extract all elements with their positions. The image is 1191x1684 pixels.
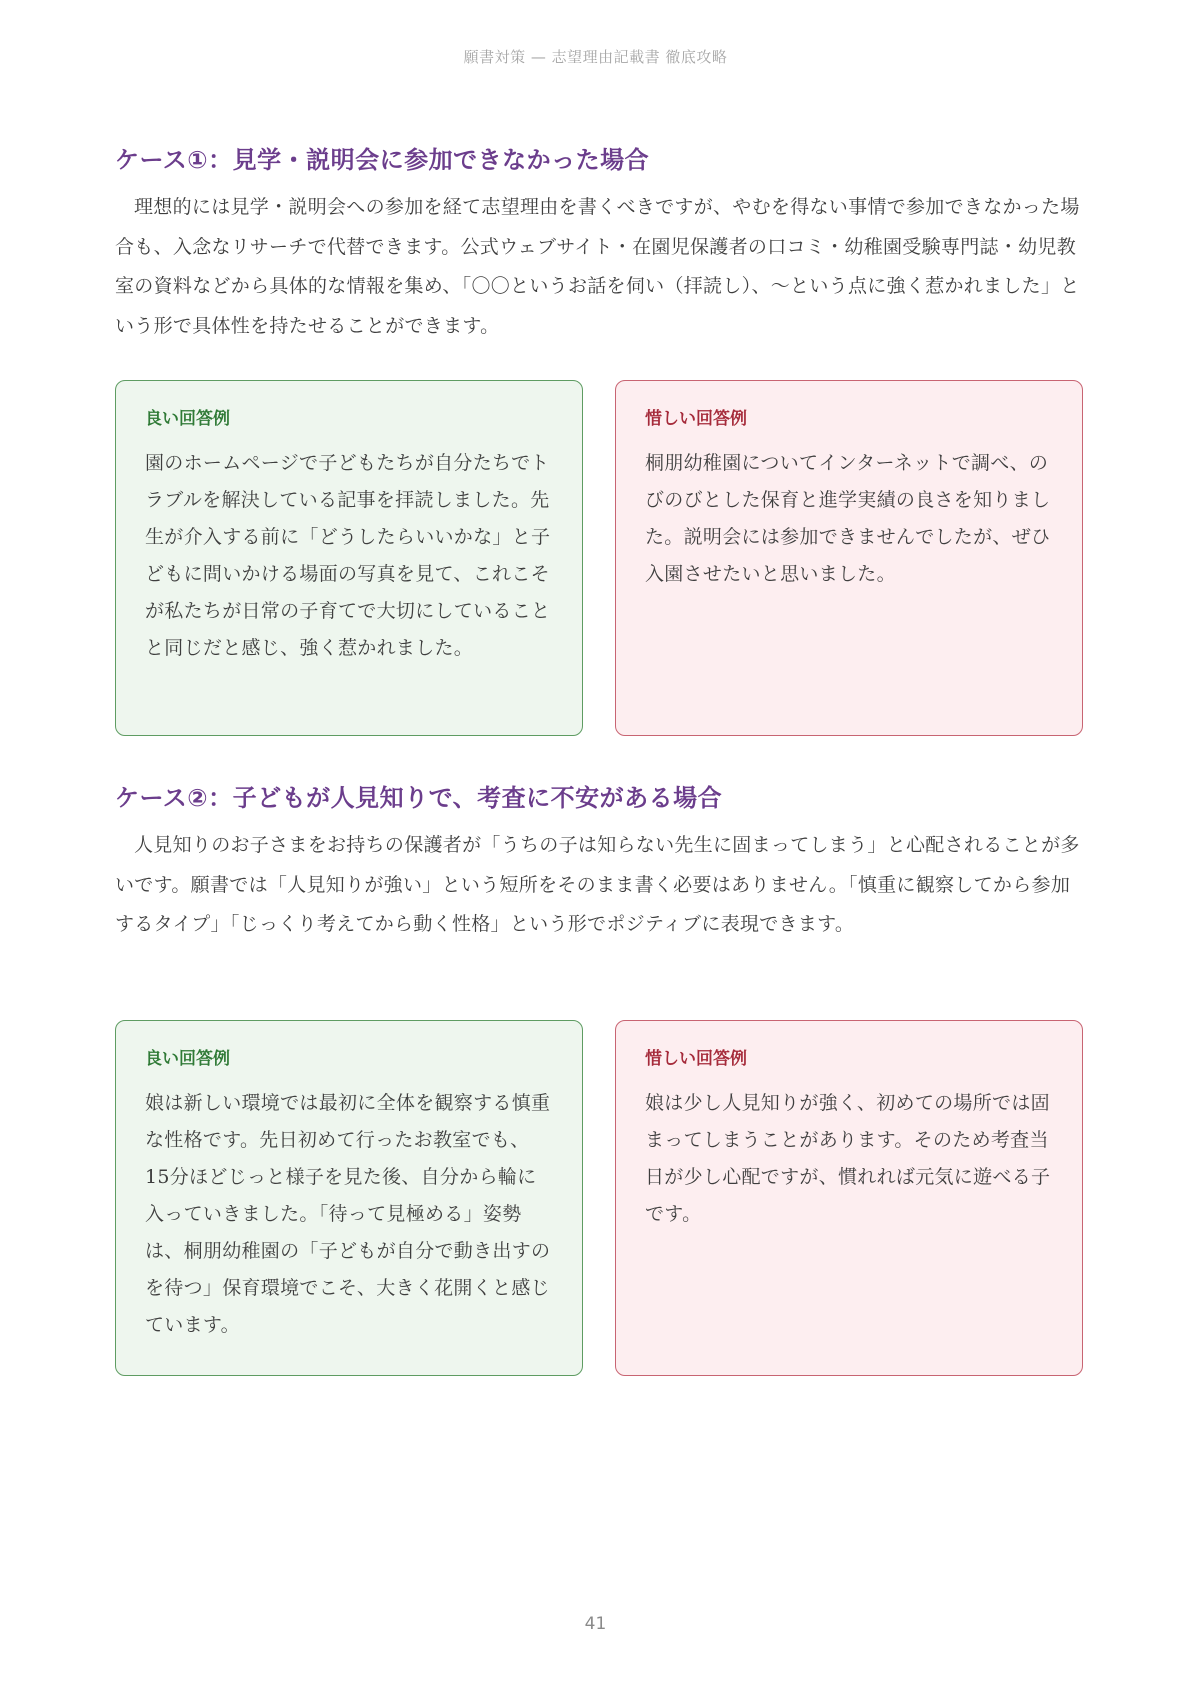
bad-example-text: 娘は少し人見知りが強く、初めての場所では固まってしまうことがあります。そのため考査当日が少し心配ですが、慣れれば元気に遊べる子です。 — [645, 1092, 1051, 1225]
case-title: ケース①：見学・説明会に参加できなかった場合 — [115, 146, 650, 174]
case-title: ケース②：子どもが人見知りで、考査に不安がある場合 — [115, 784, 723, 812]
case-section-2 — [115, 780, 1083, 1336]
good-example-text: 園のホームページで子どもたちが自分たちでトラブルを解決している記事を拝読しました。先生が介入する前に「どうしたらいいかな」と子どもに問いかける場面の写真を見て、これこそが私たちが日常の子育てで大切にしていることと同じだと感じ、強く惹かれました。 — [145, 452, 551, 659]
good-example-box — [115, 1020, 583, 1376]
bad-example-label: 惜しい回答例 — [645, 409, 747, 429]
good-example-label: 良い回答例 — [145, 1049, 230, 1069]
good-example-text: 娘は新しい環境では最初に全体を観察する慎重な性格です。先日初めて行ったお教室でも、15分ほどじっと様子を見た後、自分から輪に入っていきました。「待って見極める」姿勢は、桐朋幼稚園の「子どもが自分で動き出すのを待つ」保育環境でこそ、大きく花開くと感じています。 — [145, 1092, 551, 1336]
page-number: 41 — [584, 1614, 607, 1634]
example-box-row — [115, 380, 1083, 736]
good-example-label: 良い回答例 — [145, 409, 230, 429]
example-box-row — [115, 1020, 1083, 1376]
bad-example-label: 惜しい回答例 — [645, 1049, 747, 1069]
case-body-text: 理想的には見学・説明会への参加を経て志望理由を書くべきですが、やむを得ない事情で参加できなかった場合も、入念なリサーチで代替できます。公式ウェブサイト・在園児保護者の口コミ・幼稚園受験専門誌・幼児教室の資料などから具体的な情報を集め、「〇〇というお話を伺い（拝読し）、〜という点に強く惹かれました」という形で具体性を持たせることができます。 — [115, 196, 1080, 337]
case-section-1 — [115, 142, 1083, 659]
bad-example-box — [615, 1020, 1083, 1376]
bad-example-box — [615, 380, 1083, 736]
bad-example-text: 桐朋幼稚園についてインターネットで調べ、のびのびとした保育と進学実績の良さを知りました。説明会には参加できませんでしたが、ぜひ入園させたいと思いました。 — [645, 452, 1051, 585]
case-body-text: 人見知りのお子さまをお持ちの保護者が「うちの子は知らない先生に固まってしまう」と心配されることが多いです。願書では「人見知りが強い」という短所をそのまま書く必要はありません。「慎重に観察してから参加するタイプ」「じっくり考えてから動く性格」という形でポジティブに表現できます。 — [115, 834, 1080, 935]
running-header: 願書対策 — 志望理由記載書 徹底攻略 — [463, 48, 728, 66]
good-example-box — [115, 380, 583, 736]
